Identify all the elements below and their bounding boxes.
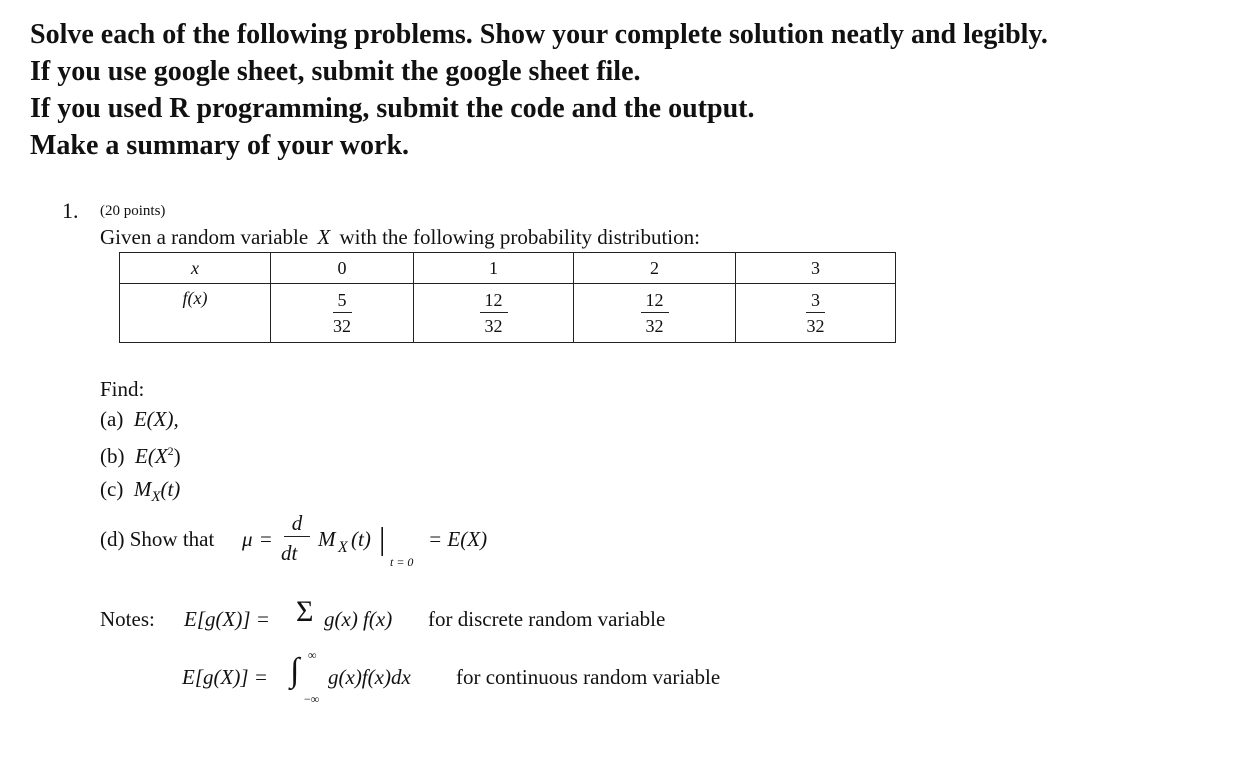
mgf-argument: (t) — [351, 527, 371, 551]
part-d-label: (d) Show that — [100, 527, 215, 551]
probability-distribution-table — [119, 252, 896, 343]
continuous-expression: g(x)f(x)dx — [328, 665, 411, 689]
given-prefix: Given a random variable — [100, 225, 309, 249]
find-item-b: (b) $E(X^2)$ — [100, 444, 181, 468]
fx-header-cell: f(x) — [120, 284, 271, 343]
x-value-cell: 0 — [271, 253, 414, 284]
notes-label: Notes: — [100, 607, 155, 631]
equals-sign: = — [260, 527, 272, 551]
integral-upper-limit: ∞ — [308, 648, 317, 662]
continuous-description: for continuous random variable — [456, 665, 721, 689]
find-title: Find: — [100, 377, 145, 401]
part-d-rhs: = E(X) — [428, 527, 488, 551]
problem-statement — [100, 225, 700, 250]
instructions-block — [30, 16, 1048, 164]
problem-number: 1. — [62, 198, 79, 223]
problem-points: (20 points) — [100, 203, 166, 219]
x-header-cell: x — [120, 253, 271, 284]
find-item-a: (a) E(X), — [100, 407, 179, 431]
instruction-line: Solve each of the following problems. Show your complete solution neatly and legibly. — [30, 19, 1048, 50]
x-value-cell: 3 — [736, 253, 896, 284]
find-item-c: (c) $M_X(t)$ — [100, 477, 181, 506]
integral-lower-limit: −∞ — [304, 692, 320, 706]
instruction-line: If you use google sheet, submit the google sheet file. — [30, 56, 641, 87]
evaluation-bar: | — [379, 520, 386, 556]
find-item-d — [100, 510, 700, 570]
notes-continuous — [182, 648, 802, 708]
integral-symbol: ∫ — [290, 652, 300, 689]
derivative-denominator: dt — [281, 541, 298, 565]
derivative-numerator: d — [284, 510, 310, 537]
evaluation-point: t = 0 — [390, 555, 414, 569]
table-row — [120, 253, 896, 284]
x-value-cell: 1 — [414, 253, 574, 284]
continuous-lhs: E[g(X)] = — [182, 665, 268, 689]
x-value-cell: 2 — [574, 253, 736, 284]
instruction-line: Make a summary of your work. — [30, 130, 410, 161]
mgf-symbol: M — [318, 527, 336, 551]
discrete-expression: g(x) f(x) — [324, 607, 393, 631]
notes-discrete — [100, 592, 740, 642]
mu-symbol: μ — [242, 527, 253, 551]
fx-value-cell: $\frac{12}{32}$ — [574, 284, 736, 343]
table-row — [120, 284, 896, 343]
discrete-description: for discrete random variable — [428, 607, 666, 631]
sum-symbol: Σ — [296, 595, 314, 628]
given-variable: X — [317, 225, 331, 249]
fx-value-cell: $\frac{12}{32}$ — [414, 284, 574, 343]
given-suffix: with the following probability distribution: — [339, 225, 700, 249]
instruction-line: If you used R programming, submit the code and the output. — [30, 93, 755, 124]
fx-value-cell: $\frac{5}{32}$ — [271, 284, 414, 343]
mgf-subscript: X — [338, 539, 348, 556]
fx-value-cell: $\frac{3}{32}$ — [736, 284, 896, 343]
discrete-lhs: E[g(X)] = — [184, 607, 270, 631]
